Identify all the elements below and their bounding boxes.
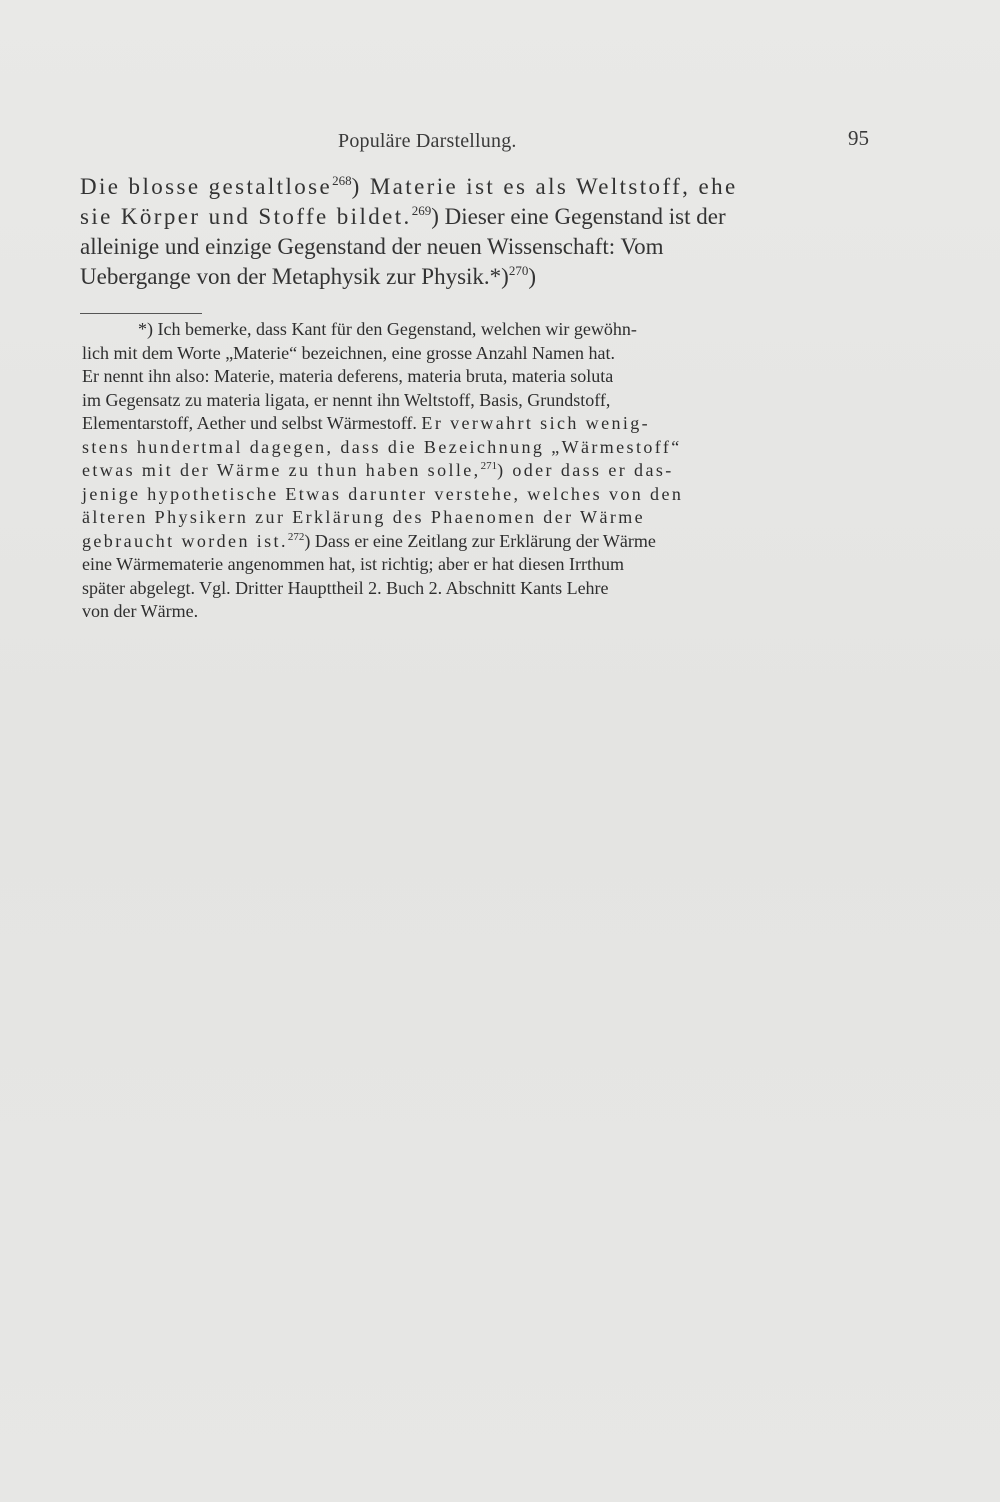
body-line-2 xyxy=(80,202,880,232)
footnote-ref-268: 268 xyxy=(332,173,352,188)
body-line-1-text-a: Die blosse gestaltlose xyxy=(80,174,333,199)
footnote-line-4: im Gegensatz zu materia ligata, er nennt ihn Weltstoff, Basis, Grundstoff, xyxy=(82,389,611,410)
footnote-line-10 xyxy=(82,530,882,554)
footnote-line-8: jenige hypothetische Etwas darunter verstehe, welches von den xyxy=(82,483,684,504)
body-line-2-text-a: sie Körper und Stoffe bildet. xyxy=(80,204,412,229)
body-line-1 xyxy=(80,172,880,202)
footnote-line-10-text-b: ) Dass er eine Zeitlang zur Erklärung der Wärme xyxy=(304,530,656,551)
footnote-ref-271: 271 xyxy=(480,460,498,472)
footnote-line-9: älteren Physikern zur Erklärung des Phaenomen der Wärme xyxy=(82,507,646,527)
footnote-line-7-text-b: ) oder dass er das- xyxy=(497,460,674,480)
body-line-3: alleinige und einzige Gegenstand der neuen Wissenschaft: Vom xyxy=(80,234,664,259)
footnote-line-6: stens hundertmal dagegen, dass die Bezeichnung „Wärmestoff“ xyxy=(82,436,682,457)
page-number: 95 xyxy=(848,126,869,150)
footnote-line-1: *) Ich bemerke, dass Kant für den Gegenstand, welchen wir gewöhn- xyxy=(138,319,637,339)
running-head xyxy=(0,126,1000,160)
footnote-ref-269: 269 xyxy=(411,203,432,218)
footnote-line-11: eine Wärmematerie angenommen hat, ist richtig; aber er hat diesen Irrthum xyxy=(82,554,624,574)
footnote-line-3: Er nennt ihn also: Materie, materia deferens, materia bruta, materia soluta xyxy=(82,366,614,386)
body-line-4-text-a: Uebergange von der Metaphysik zur Physik.*) xyxy=(80,264,509,289)
footnote-line-13: von der Wärme. xyxy=(82,601,199,621)
body-line-1-text-b: ) Materie ist es als Weltstoff, ehe xyxy=(351,174,738,199)
body-line-4-text-b: ) xyxy=(528,264,536,289)
running-title: Populäre Darstellung. xyxy=(338,130,517,152)
footnote xyxy=(82,318,882,624)
footnote-divider xyxy=(80,313,202,314)
footnote-line-7 xyxy=(82,459,882,483)
main-paragraph xyxy=(80,172,880,292)
footnote-line-5-text-a: Elementarstoff, Aether und selbst Wärmestoff. xyxy=(82,413,422,433)
footnote-ref-270: 270 xyxy=(508,263,529,278)
footnote-line-5-text-b: Er verwahrt sich wenig- xyxy=(421,413,651,433)
footnote-ref-272: 272 xyxy=(287,530,305,543)
body-line-2-text-b: ) Dieser eine Gegenstand ist der xyxy=(431,204,726,229)
footnote-line-2: lich mit dem Worte „Materie“ bezeichnen, eine grosse Anzahl Namen hat. xyxy=(82,342,616,363)
footnote-line-10-text-a: gebraucht worden ist. xyxy=(82,530,288,551)
body-line-4 xyxy=(80,262,880,292)
footnote-line-7-text-a: etwas mit der Wärme zu thun haben solle, xyxy=(82,460,481,480)
footnote-line-12: später abgelegt. Vgl. Dritter Haupttheil 2. Buch 2. Abschnitt Kants Lehre xyxy=(82,577,609,598)
footnote-line-5 xyxy=(82,412,882,436)
